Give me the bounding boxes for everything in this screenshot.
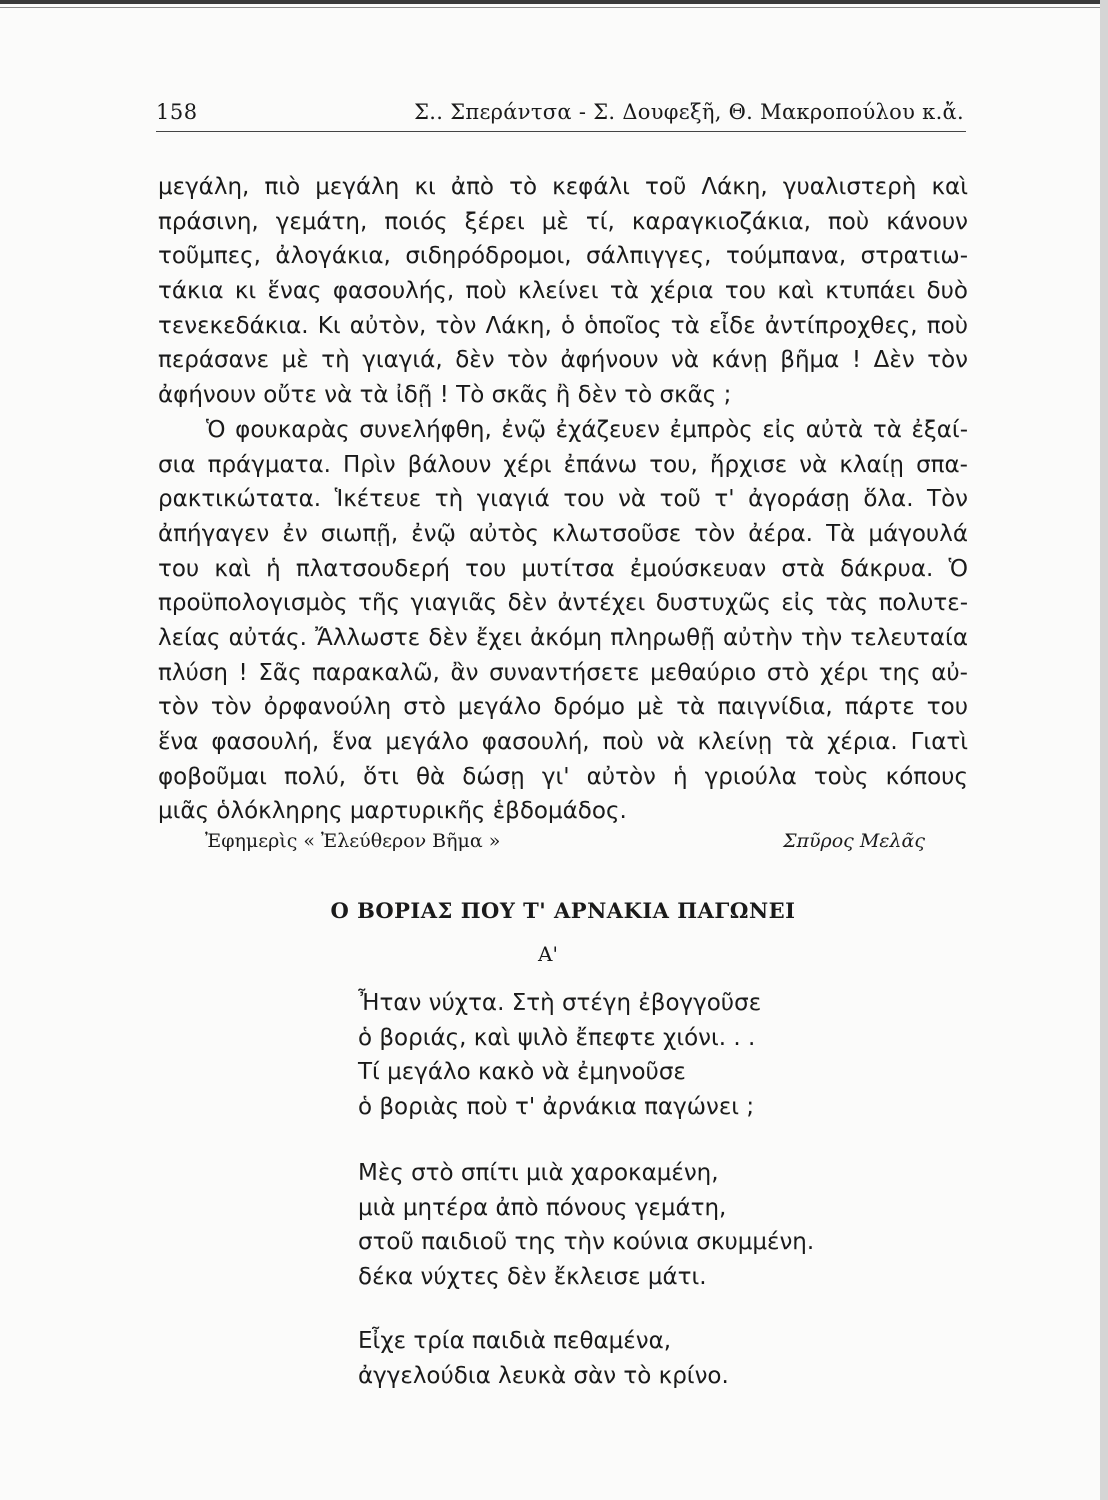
poem-stanza: [358, 1324, 958, 1393]
poem-line: δέκα νύχτες δὲν ἔκλεισε μάτι.: [358, 1264, 707, 1291]
poem-line: Μὲς στὸ σπίτι μιὰ χαροκαμένη,: [358, 1160, 719, 1186]
scan-top-edge: [0, 0, 1108, 4]
prose-line: του καὶ ἡ πλατσουδερή του μυτίτσα ἐμούσκευαν στὰ δάκρυα. Ὁ: [158, 555, 968, 582]
poem-line: μιὰ μητέρα ἀπὸ πόνους γεμάτη,: [358, 1194, 727, 1221]
prose-line: τάκια κι ἕνας φασουλής, ποὺ κλείνει τὰ χέρια του καὶ κτυπάει δυὸ: [158, 278, 968, 305]
poem-line: ὁ βοριὰς ποὺ τ' ἀρνάκια παγώνει ;: [358, 1094, 755, 1121]
prose-line: φοβοῦμαι πολύ, ὅτι θὰ δώσῃ γι' αὐτὸν ἡ γριούλα τοὺς κόπους: [158, 763, 968, 790]
prose-line: περάσανε μὲ τὴ γιαγιά, δὲν τὸν ἀφήνουν νὰ κάνῃ βῆμα ! Δὲν τὸν: [158, 347, 968, 374]
prose-line: προϋπολογισμὸς τῆς γιαγιᾶς δὲν ἀντέχει δυστυχῶς εἰς τὰς πολυτε-: [158, 590, 968, 617]
prose-line: τενεκεδάκια. Κι αὐτὸν, τὸν Λάκη, ὁ ὁποῖος τὰ εἶδε ἀντίπροχθες, ποὺ: [158, 312, 968, 339]
prose-line: μιᾶς ὁλόκληρης μαρτυρικῆς ἑβδομάδος.: [158, 798, 627, 825]
poem-line: Τί μεγάλο κακὸ νὰ ἐμηνοῦσε: [358, 1059, 686, 1086]
poem-stanza: [358, 986, 958, 1125]
poem-line: Εἶχε τρία παιδιὰ πεθαμένα,: [358, 1328, 672, 1354]
publication-name: Ἐφημερὶς « Ἐλεύθερον Βῆμα »: [205, 830, 501, 852]
prose-text: [158, 170, 968, 829]
prose-line: λείας αὐτάς. Ἄλλωστε δὲν ἔχει ἀκόμη πληρωθῇ αὐτὴν τὴν τελευταία: [158, 624, 968, 651]
prose-line: ἕνα φασουλή, ἕνα μεγάλο φασουλή, ποὺ νὰ κλείνῃ τὰ χέρια. Γιατὶ: [158, 729, 968, 755]
poem-line: ὁ βοριάς, καὶ ψιλὸ ἔπεφτε χιόνι. . .: [358, 1024, 756, 1051]
prose-line: πράσινη, γεμάτη, ποιός ξέρει μὲ τί, καραγκιοζάκια, ποὺ κάνουν: [158, 208, 968, 235]
prose-line: τὸν τὸν ὀρφανούλη στὸ μεγάλο δρόμο μὲ τὰ παιγνίδια, πάρτε του: [158, 694, 968, 721]
prose-line: ἀπήγαγεν ἐν σιωπῇ, ἐνῷ αὐτὸς κλωτσοῦσε τὸν ἀέρα. Τὰ μάγουλά: [158, 520, 968, 547]
scan-top-edge-line: [0, 7, 1108, 8]
prose-line: Ὁ φουκαρὰς συνελήφθη, ἐνῷ ἐχάζευεν ἐμπρὸς εἰς αὐτὰ τὰ ἐξαί-: [206, 416, 968, 443]
prose-line: πλύση ! Σᾶς παρακαλῶ, ἂν συναντήσετε μεθαύριο στὸ χέρι της αὐ-: [158, 659, 968, 686]
poem-line: ἀγγελούδια λευκὰ σὰν τὸ κρίνο.: [358, 1362, 729, 1389]
prose-line: ἀφήνουν οὔτε νὰ τὰ ἰδῇ ! Τὸ σκᾶς ἢ δὲν τὸ σκᾶς ;: [158, 382, 732, 409]
author-name: Σπῦρος Μελᾶς: [783, 830, 925, 852]
poem-line: στοῦ παιδιοῦ της τὴν κούνια σκυμμένη.: [358, 1229, 815, 1256]
prose-line: τοῦμπες, ἀλογάκια, σιδηρόδρομοι, σάλπιγγες, τούμπανα, στρατιω-: [158, 243, 968, 270]
page-header: [156, 96, 964, 130]
poem-stanza: [358, 1156, 958, 1295]
prose-line: ρακτικώτατα. Ἱκέτευε τὴ γιαγιά του νὰ τοῦ τ' ἀγοράσῃ ὅλα. Τὸν: [158, 486, 968, 513]
poem-section-mark: Α': [538, 942, 558, 966]
source-attribution: [205, 830, 925, 860]
poem-line: Ἦταν νύχτα. Στὴ στέγη ἐβογγοῦσε: [358, 990, 762, 1016]
header-rule: [156, 131, 966, 132]
scan-right-edge: [1100, 0, 1108, 1500]
poem-title: Ο ΒΟΡΙΑΣ ΠΟΥ Τ' ΑΡΝΑΚΙΑ ΠΑΓΩΝΕΙ: [330, 898, 796, 923]
prose-line: μεγάλη, πιὸ μεγάλη κι ἀπὸ τὸ κεφάλι τοῦ Λάκη, γυαλιστερὴ καὶ: [158, 174, 968, 200]
page-number: 158: [156, 100, 198, 124]
prose-line: σια πράγματα. Πρὶν βάλουν χέρι ἐπάνω του, ἤρχισε νὰ κλαίῃ σπα-: [158, 451, 968, 478]
running-head: Σ.. Σπεράντσα - Σ. Δουφεξῆ, Θ. Μακροπούλου κ.ἄ.: [414, 100, 964, 124]
